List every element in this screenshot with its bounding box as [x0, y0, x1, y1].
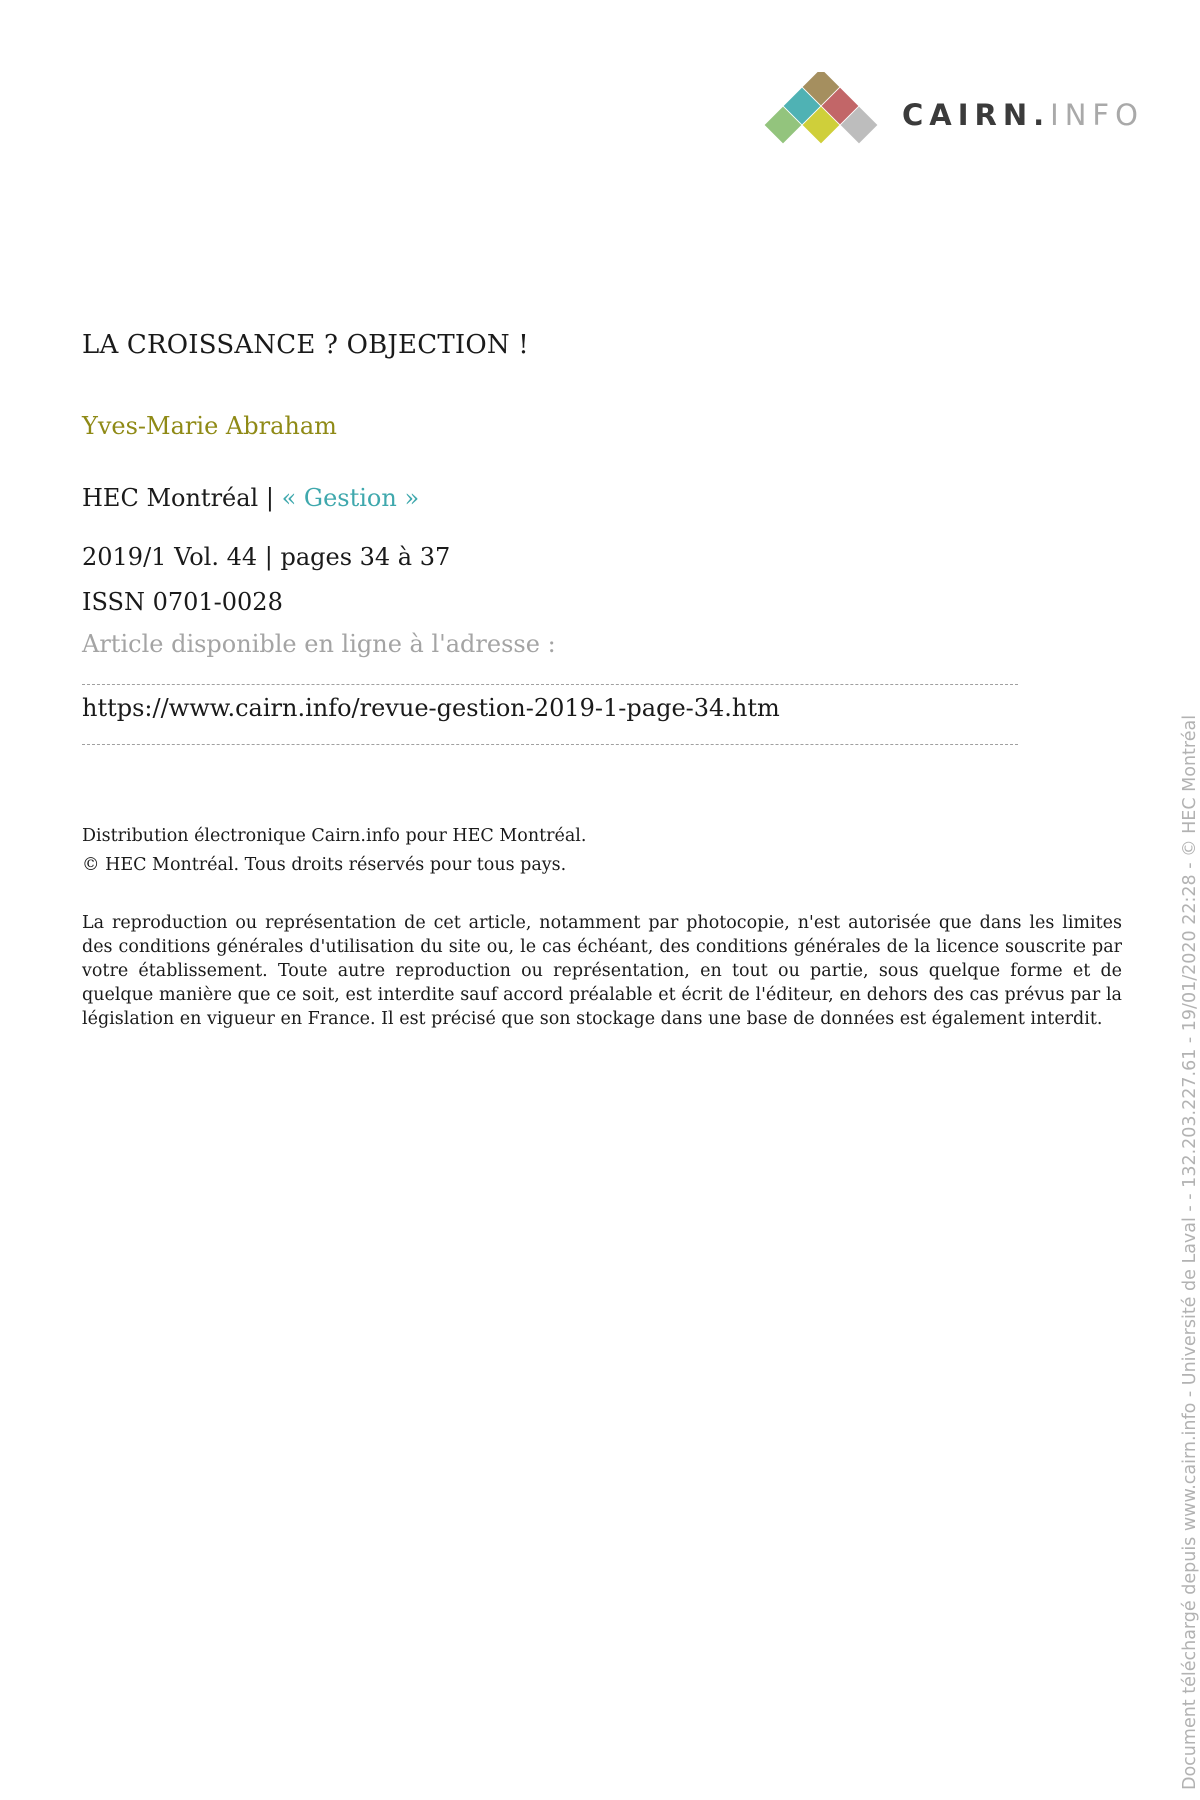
reproduction-notice: La reproduction ou représentation de cet article, notamment par photocopie, n'est autorisée que dans les limites des conditions générales d'utilisation du site ou, le cas échéant, des conditions générales de la licence souscrite par votre établissement. Toute autre reproduction ou représentation, en tout ou partie, sous quelque forme et de quelque manière que ce soit, est interdite sauf accord préalable et écrit de l'éditeur, en dehors des cas prévus par la législation en vigueur en France. Il est précisé que son stockage dans une base de données est également interdit.: [82, 913, 1122, 1029]
distribution-block: [82, 822, 586, 880]
logo-dot: .: [1033, 98, 1051, 132]
divider-bottom: [82, 744, 1018, 745]
journal-link[interactable]: « Gestion »: [281, 484, 420, 512]
publisher-name: HEC Montréal: [82, 484, 259, 512]
article-author[interactable]: Yves-Marie Abraham: [82, 412, 337, 440]
cairn-logo-mark-icon: [762, 72, 886, 162]
copyright-text: © HEC Montréal. Tous droits réservés pour tous pays.: [82, 855, 567, 875]
divider-top: [82, 684, 1018, 685]
issn-info: ISSN 0701-0028: [82, 588, 283, 616]
available-online-label: Article disponible en ligne à l'adresse :: [82, 630, 556, 658]
article-title: LA CROISSANCE ? OBJECTION !: [82, 330, 529, 360]
download-watermark: Document téléchargé depuis www.cairn.info - Université de Laval - - 132.203.227.61 - 19/01/2020 22:28 - © HEC Montréal: [1180, 714, 1200, 1790]
publisher-separator: |: [258, 484, 282, 512]
logo-suffix: INFO: [1050, 98, 1144, 132]
issue-info: 2019/1 Vol. 44 | pages 34 à 37: [82, 543, 451, 571]
logo-brand: CAIRN: [902, 98, 1034, 132]
publisher-line: [82, 484, 419, 512]
cairn-logo: [762, 72, 1144, 162]
article-url-link[interactable]: https://www.cairn.info/revue-gestion-2019-1-page-34.htm: [82, 694, 780, 722]
distribution-text: Distribution électronique Cairn.info pour HEC Montréal.: [82, 826, 587, 846]
cairn-logo-wordmark: [902, 98, 1144, 132]
